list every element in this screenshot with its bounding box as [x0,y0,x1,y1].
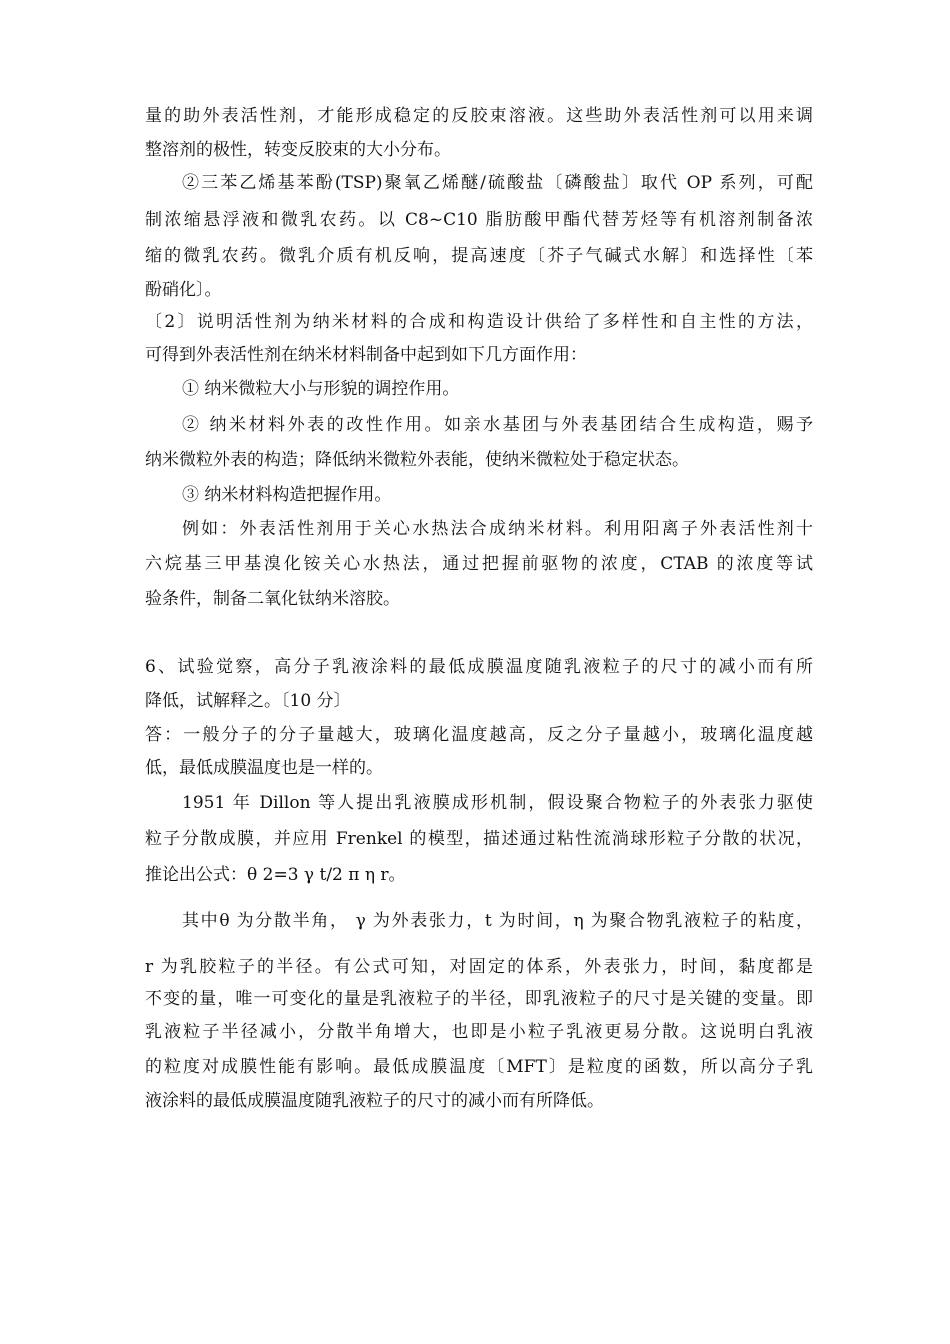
formula-line: 推论出公式：θ 2=3 γ t/2 π η r。 [145,865,406,885]
text-line: 六烷基三甲基溴化铵关心水热法，通过把握前驱物的浓度，CTAB 的浓度等试 [145,554,813,574]
text-line: 例如：外表活性剂用于关心水热法合成纳米材料。利用阳离子外表活性剂十 [182,519,813,539]
text-line: ②三苯乙烯基苯酚(TSP)聚氧乙烯醚/硫酸盐〔磷酸盐〕取代 OP 系列，可配 [182,173,813,193]
text-line: r 为乳胶粒子的半径。有公式可知，对固定的体系，外表张力，时间，黏度都是 [145,957,813,977]
text-line: ② 纳米材料外表的改性作用。如亲水基团与外表基团结合生成构造，赐予 [182,415,813,435]
text-line: 1951 年 Dillon 等人提出乳液膜成形机制，假设聚合物粒子的外表张力驱使 [182,793,813,813]
text-line: 其中θ 为分散半角， γ 为外表张力，t 为时间，η 为聚合物乳液粒子的粘度， [182,911,813,931]
text-line: 缩的微乳农药。微乳介质有机反响，提高速度〔芥子气碱式水解〕和选择性〔苯 [145,246,813,266]
text-line: 不变的量，唯一可变化的量是乳液粒子的半径，即乳液粒子的尺寸是关键的变量。即 [145,989,813,1009]
text-line: 制浓缩悬浮液和微乳农药。以 C8~C10 脂肪酸甲酯代替芳烃等有机溶剂制备浓 [145,210,813,230]
text-line: 低，最低成膜温度也是一样的。 [145,758,383,778]
text-line: 可得到外表活性剂在纳米材料制备中起到如下几方面作用： [145,345,587,365]
text-line: 乳液粒子半径减小，分散半角增大，也即是小粒子乳液更易分散。这说明白乳液 [145,1022,813,1042]
text-line: 粒子分散成膜，并应用 Frenkel 的模型，描述通过粘性流淌球形粒子分散的状况， [145,829,813,849]
text-line: 验条件，制备二氧化钛纳米溶胶。 [145,589,400,609]
text-line: 液涂料的最低成膜温度随乳液粒子的尺寸的减小而有所降低。 [145,1091,604,1111]
text-line: 整溶剂的极性，转变反胶束的大小分布。 [145,140,451,160]
text-line: 的粒度对成膜性能有影响。最低成膜温度〔MFT〕是粒度的函数，所以高分子乳 [145,1057,813,1077]
text-line: 量的助外表活性剂，才能形成稳定的反胶束溶液。这些助外表活性剂可以用来调 [145,106,813,126]
text-line: 酚硝化〕。 [145,280,222,300]
text-line: 纳米微粒外表的构造；降低纳米微粒外表能，使纳米微粒处于稳定状态。 [145,450,689,470]
text-line: ① 纳米微粒大小与形貌的调控作用。 [182,379,460,399]
question-title: 降低，试解释之。〔10 分〕 [145,691,351,711]
text-line: ③ 纳米材料构造把握作用。 [182,485,392,505]
text-line: 答：一般分子的分子量越大，玻璃化温度越高，反之分子量越小，玻璃化温度越 [145,725,813,745]
text-line: 〔2〕说明活性剂为纳米材料的合成和构造设计供给了多样性和自主性的方法， [145,312,813,332]
question-title: 6、试验觉察，高分子乳液涂料的最低成膜温度随乳液粒子的尺寸的减小而有所 [145,657,813,677]
